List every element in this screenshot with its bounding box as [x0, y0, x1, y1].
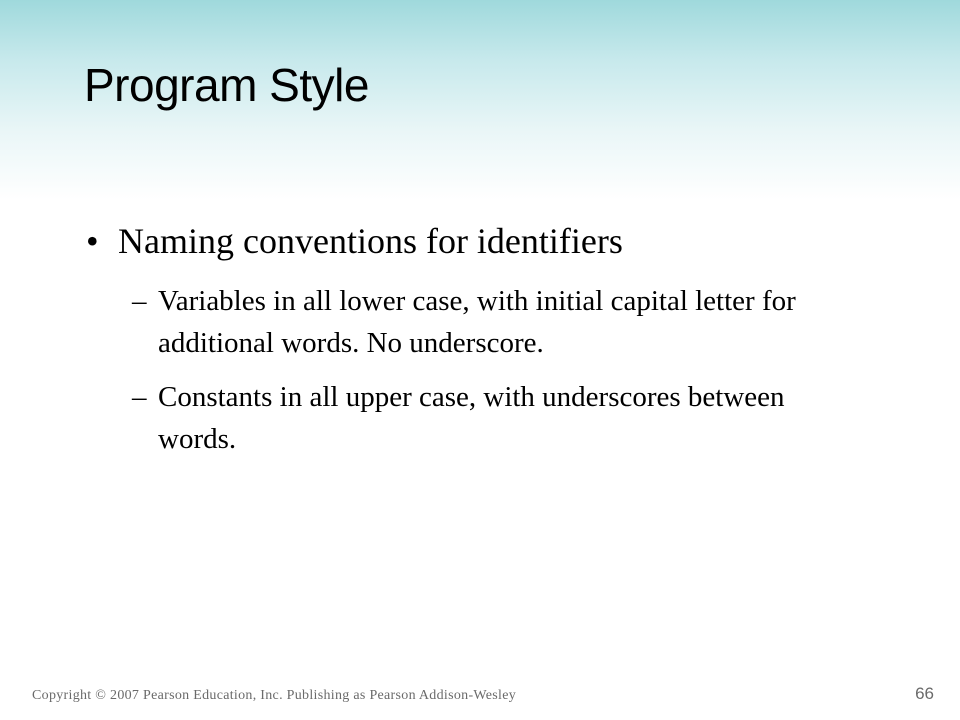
page-number: 66: [915, 684, 934, 703]
slide-title: Program Style: [84, 59, 369, 111]
dash-icon: –: [132, 285, 147, 317]
sub-bullet-item: [132, 280, 848, 364]
sub-bullet-text: Constants in all upper case, with underscores between words.: [158, 381, 785, 455]
sub-bullet-item: [132, 376, 848, 460]
bullet-icon: •: [86, 221, 99, 261]
bullet-text: Naming conventions for identifiers: [118, 221, 623, 261]
sub-bullet-text: Variables in all lower case, with initial capital letter for additional words. No underscore.: [158, 285, 796, 359]
bullet-item: [86, 220, 623, 262]
dash-icon: –: [132, 381, 147, 413]
copyright-footer: Copyright © 2007 Pearson Education, Inc. Publishing as Pearson Addison-Wesley: [32, 688, 517, 703]
